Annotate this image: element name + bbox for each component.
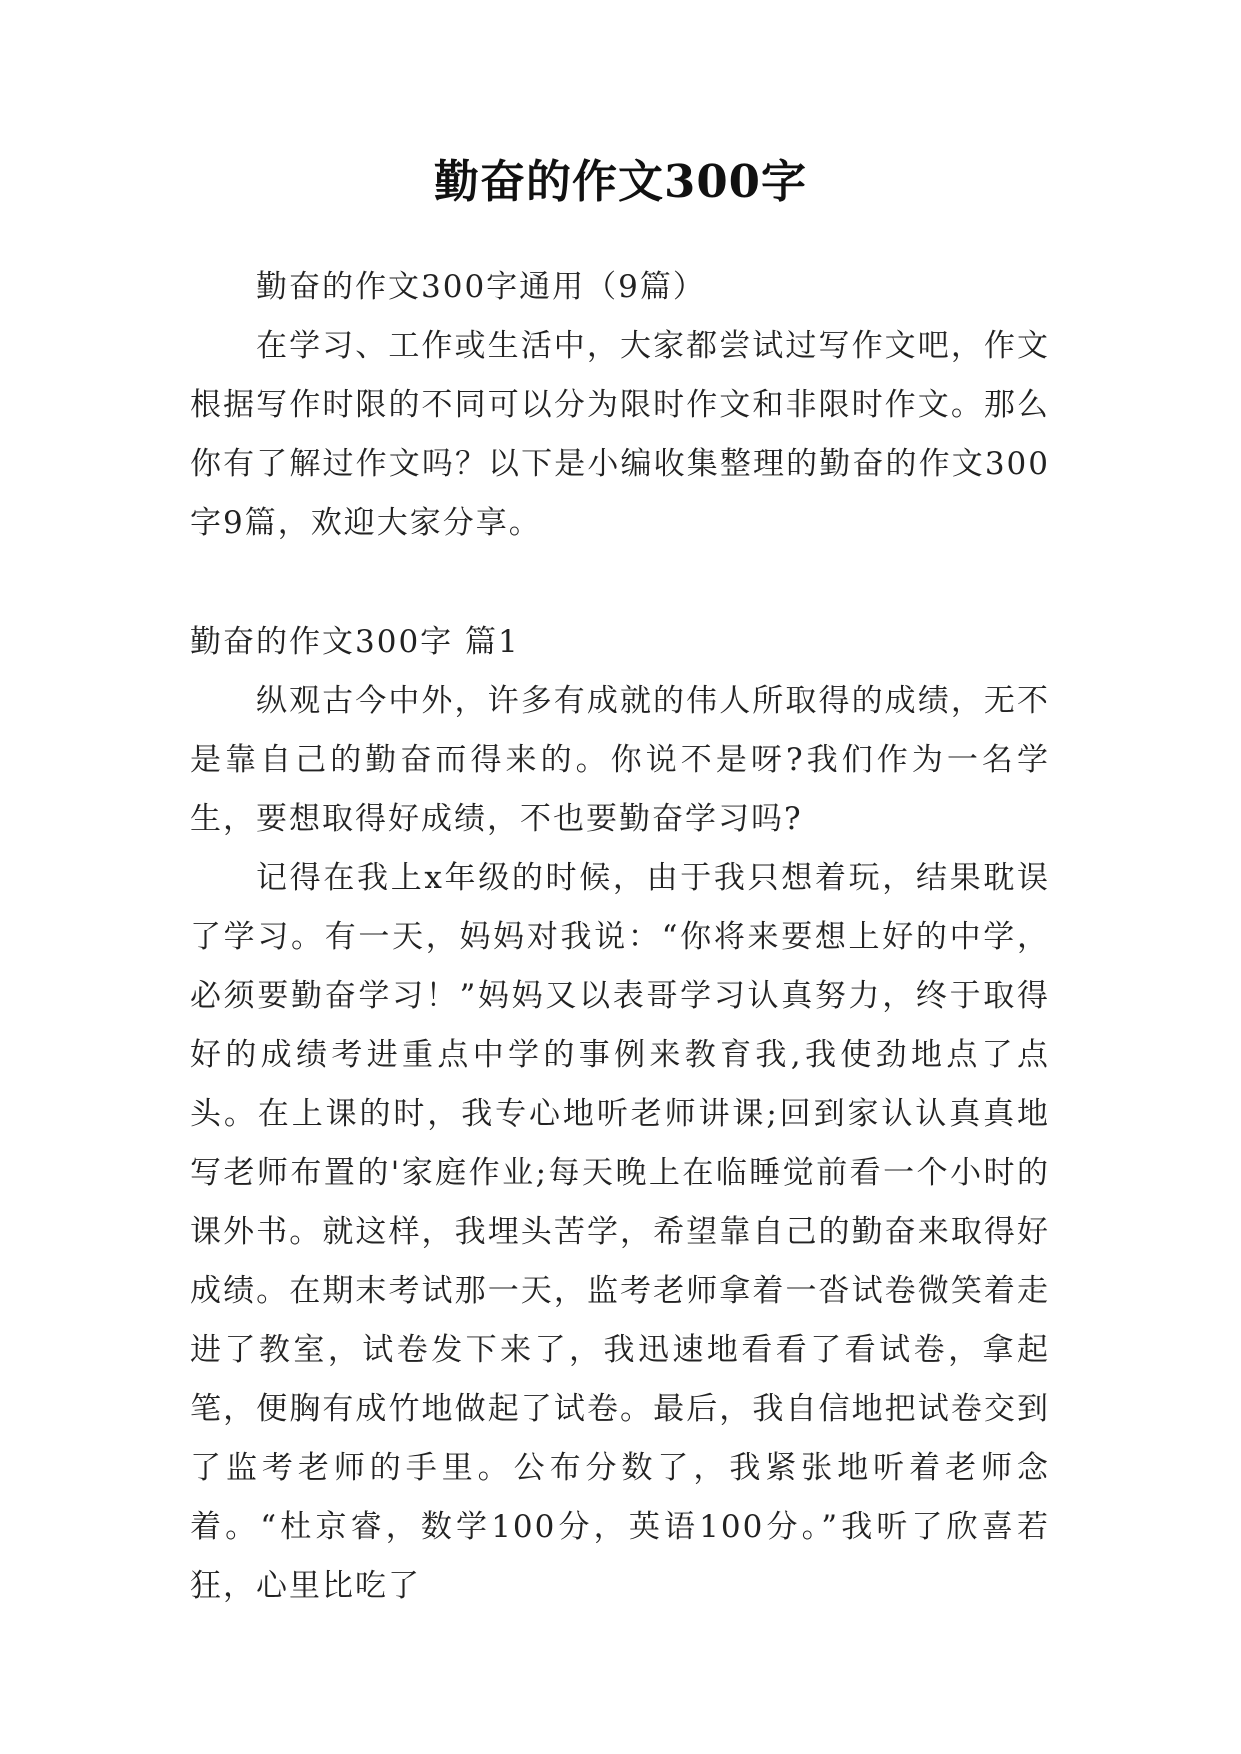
section-heading: 勤奋的作文300字 篇1: [190, 624, 520, 660]
document-title: 勤奋的作文300字: [434, 155, 807, 208]
intro-paragraph: 在学习、工作或生活中，大家都尝试过写作文吧，作文根据写作时限的不同可以分为限时作文和非限时作文。那么你有了解过作文吗？以下是小编收集整理的勤奋的作文300字9篇，欢迎大家分享。: [190, 328, 1050, 541]
section-paragraph-1: 纵观古今中外，许多有成就的伟人所取得的成绩，无不是靠自己的勤奋而得来的。你说不是呀?我们作为一名学生，要想取得好成绩，不也要勤奋学习吗?: [190, 683, 1050, 837]
section-paragraph-2: 记得在我上x年级的时候，由于我只想着玩，结果耽误了学习。有一天，妈妈对我说：“你将来要想上好的中学，必须要勤奋学习！”妈妈又以表哥学习认真努力，终于取得好的成绩考进重点中学的事例来教育我,我使劲地点了点头。在上课的时，我专心地听老师讲课;回到家认认真真地写老师布置的'家庭作业;每天晚上在临睡觉前看一个小时的课外书。就这样，我埋头苦学，希望靠自己的勤奋来取得好成绩。在期末考试那一天，监考老师拿着一沓试卷微笑着走进了教室，试卷发下来了，我迅速地看看了看试卷，拿起笔，便胸有成竹地做起了试卷。最后，我自信地把试卷交到了监考老师的手里。公布分数了，我紧张地听着老师念着。“杜京睿，数学100分，英语100分。”我听了欣喜若狂，心里比吃了: [190, 860, 1050, 1604]
intro-section: [190, 258, 1050, 553]
essay-section-1: [190, 613, 1050, 1616]
document-subtitle: 勤奋的作文300字通用（9篇）: [256, 269, 706, 305]
